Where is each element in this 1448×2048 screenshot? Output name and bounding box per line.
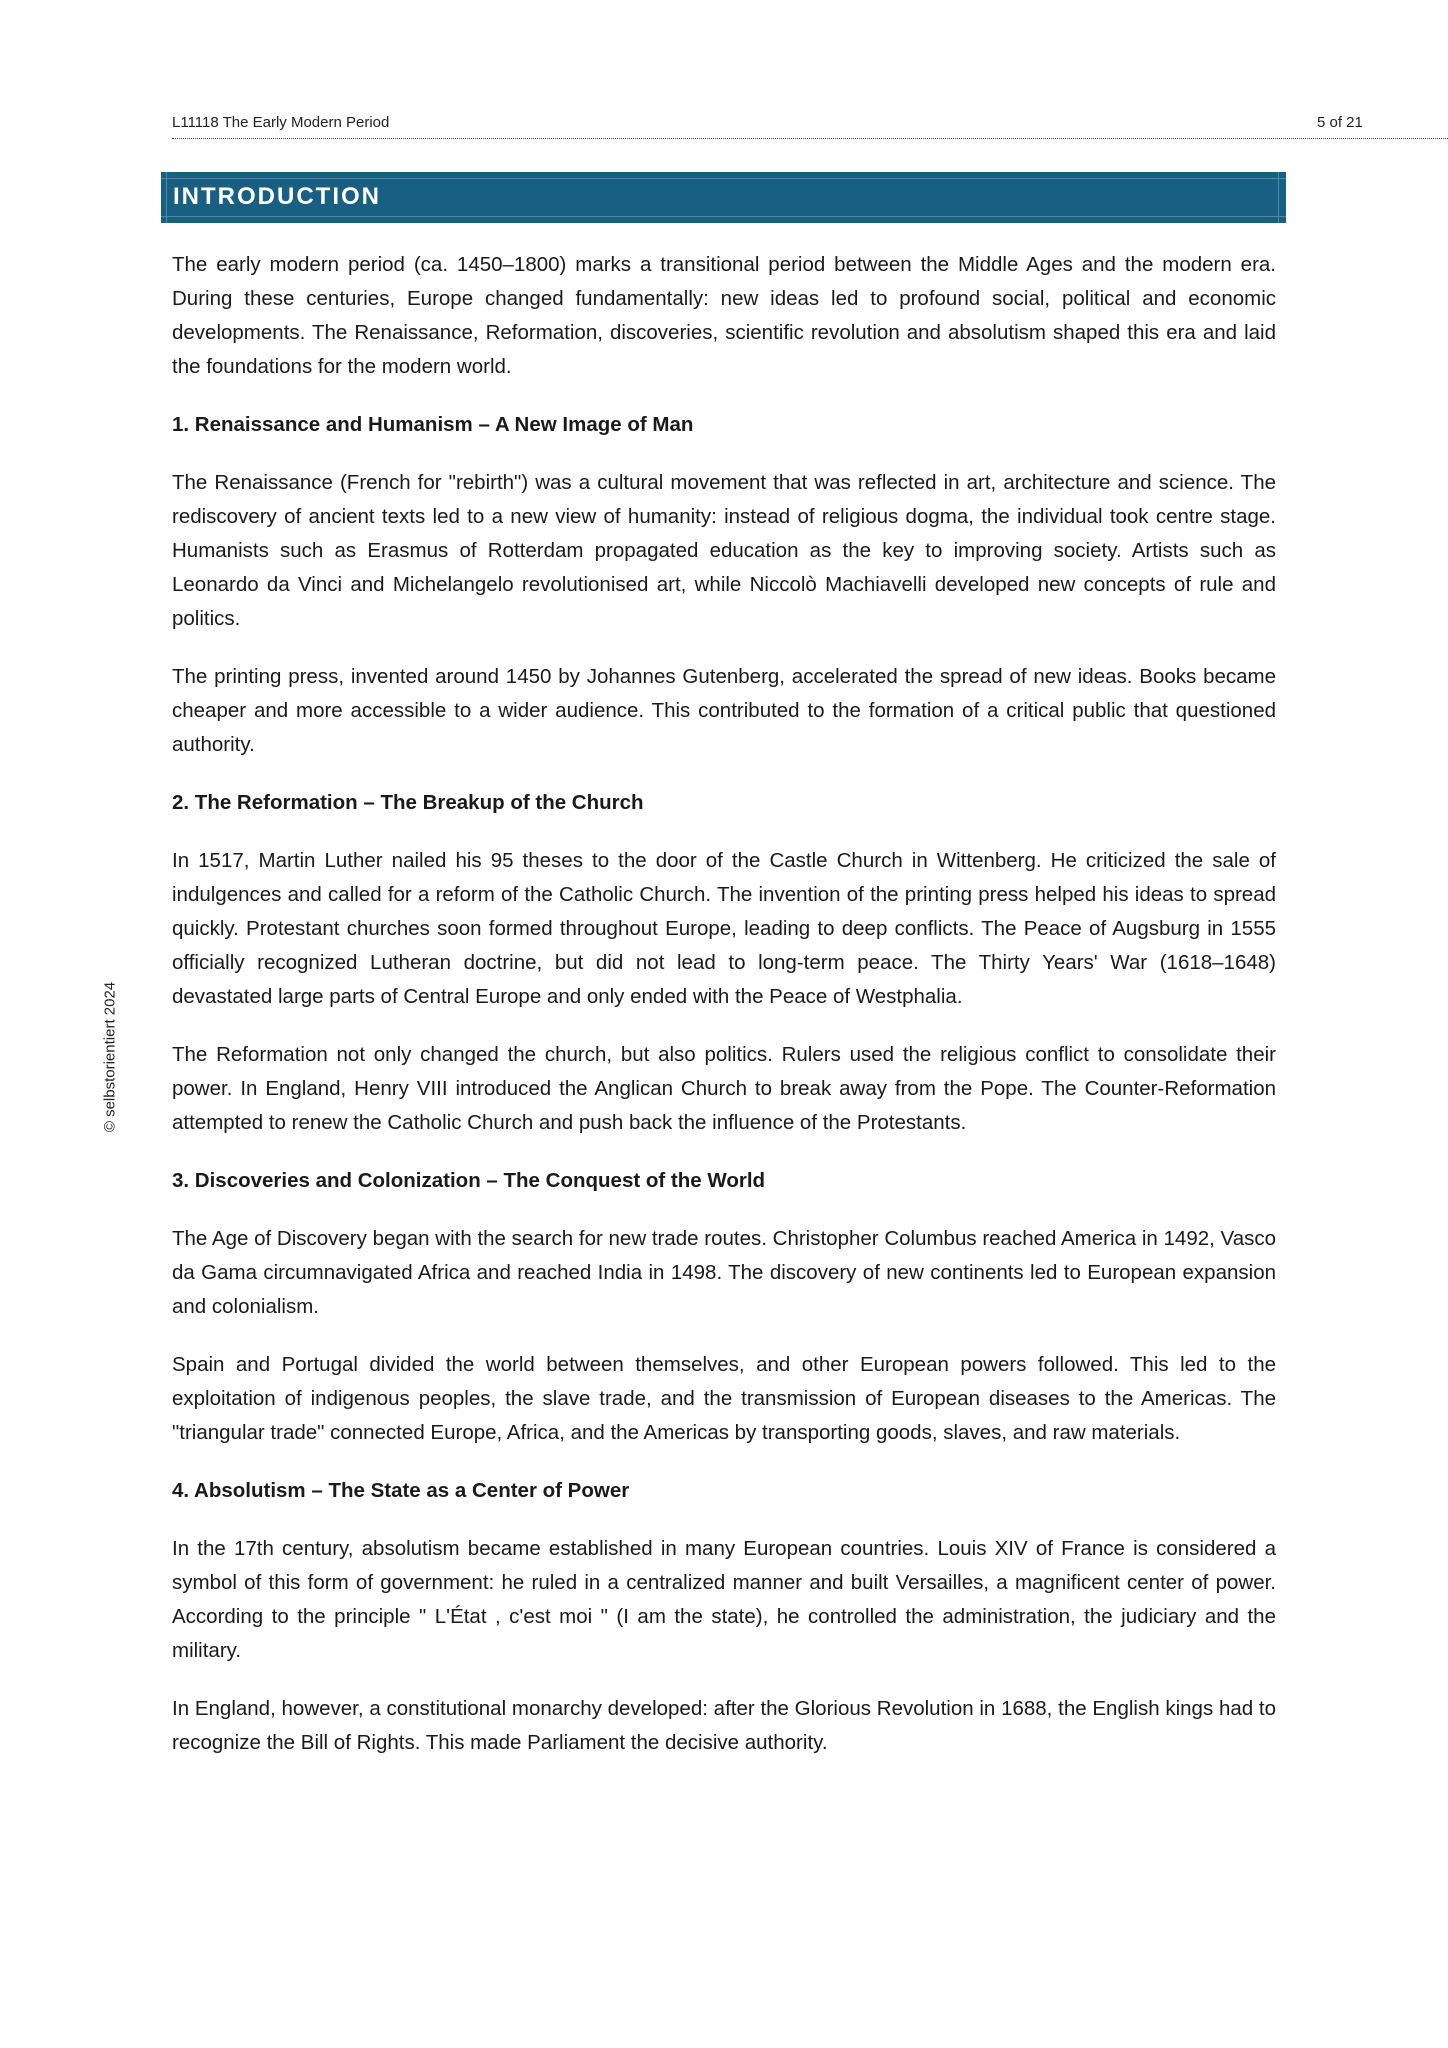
page-number: 5 of 21 <box>1317 114 1363 131</box>
section-heading-reformation: 2. The Reformation – The Breakup of the Church <box>172 791 644 814</box>
paragraph: The printing press, invented around 1450 by Johannes Gutenberg, accelerated the spread of new ideas. Books became cheaper and more accessible to a wider audience. This contributed to the formation of a critical public that questioned authority. <box>172 665 1276 756</box>
intro-paragraph: The early modern period (ca. 1450–1800) marks a transitional period between the Middle Ages and the modern era. During these centuries, Europe changed fundamentally: new ideas led to profound social, political and economic developments. The Renaissance, Reformation, discoveries, scientific revolution and absolutism shaped this era and laid the foundations for the modern world. <box>172 253 1276 378</box>
banner-border-left <box>166 172 167 223</box>
banner-border-bottom <box>161 216 1286 217</box>
page-header <box>172 112 1448 139</box>
paragraph: The Reformation not only changed the church, but also politics. Rulers used the religious conflict to consolidate their power. In England, Henry VIII introduced the Anglican Church to break away from the Pope. The Counter-Reformation attempted to renew the Catholic Church and push back the influence of the Protestants. <box>172 1043 1276 1134</box>
paragraph: The Renaissance (French for "rebirth") was a cultural movement that was reflected in art, architecture and science. The rediscovery of ancient texts led to a new view of humanity: instead of religious dogma, the individual took centre stage. Humanists such as Erasmus of Rotterdam propagated education as the key to improving society. Artists such as Leonardo da Vinci and Michelangelo revolutionised art, while Niccolò Machiavelli developed new concepts of rule and politics. <box>172 471 1276 630</box>
banner-border-top <box>161 178 1286 179</box>
section-heading-discoveries: 3. Discoveries and Colonization – The Conquest of the World <box>172 1169 766 1192</box>
document-title: L11118 The Early Modern Period <box>172 114 390 131</box>
paragraph: In England, however, a constitutional monarchy developed: after the Glorious Revolution in 1688, the English kings had to recognize the Bill of Rights. This made Parliament the decisive authority. <box>172 1697 1276 1754</box>
banner-border-right <box>1278 172 1279 223</box>
paragraph: Spain and Portugal divided the world between themselves, and other European powers followed. This led to the exploitation of indigenous peoples, the slave trade, and the transmission of European diseases to the Americas. The "triangular trade" connected Europe, Africa, and the Americas by transporting goods, slaves, and raw materials. <box>172 1353 1276 1444</box>
section-banner <box>161 172 1286 223</box>
paragraph: In 1517, Martin Luther nailed his 95 theses to the door of the Castle Church in Wittenberg. He criticized the sale of indulgences and called for a reform of the Catholic Church. The invention of the printing press helped his ideas to spread quickly. Protestant churches soon formed throughout Europe, leading to deep conflicts. The Peace of Augsburg in 1555 officially recognized Lutheran doctrine, but did not lead to long-term peace. The Thirty Years' War (1618–1648) devastated large parts of Central Europe and only ended with the Peace of Westphalia. <box>172 849 1276 1008</box>
paragraph: The Age of Discovery began with the search for new trade routes. Christopher Columbus reached America in 1492, Vasco da Gama circumnavigated Africa and reached India in 1498. The discovery of new continents led to European expansion and colonialism. <box>172 1227 1276 1318</box>
section-heading-renaissance: 1. Renaissance and Humanism – A New Image of Man <box>172 413 694 436</box>
banner-title: INTRODUCTION <box>173 183 381 210</box>
copyright-note: © selbstorientiert 2024 <box>101 981 119 1133</box>
section-heading-absolutism: 4. Absolutism – The State as a Center of Power <box>172 1479 630 1502</box>
document-body <box>172 248 1276 1784</box>
paragraph: In the 17th century, absolutism became established in many European countries. Louis XIV of France is considered a symbol of this form of government: he ruled in a centralized manner and built Versailles, a magnificent center of power. According to the principle " L'État , c'est moi " (I am the state), he controlled the administration, the judiciary and the military. <box>172 1537 1276 1662</box>
